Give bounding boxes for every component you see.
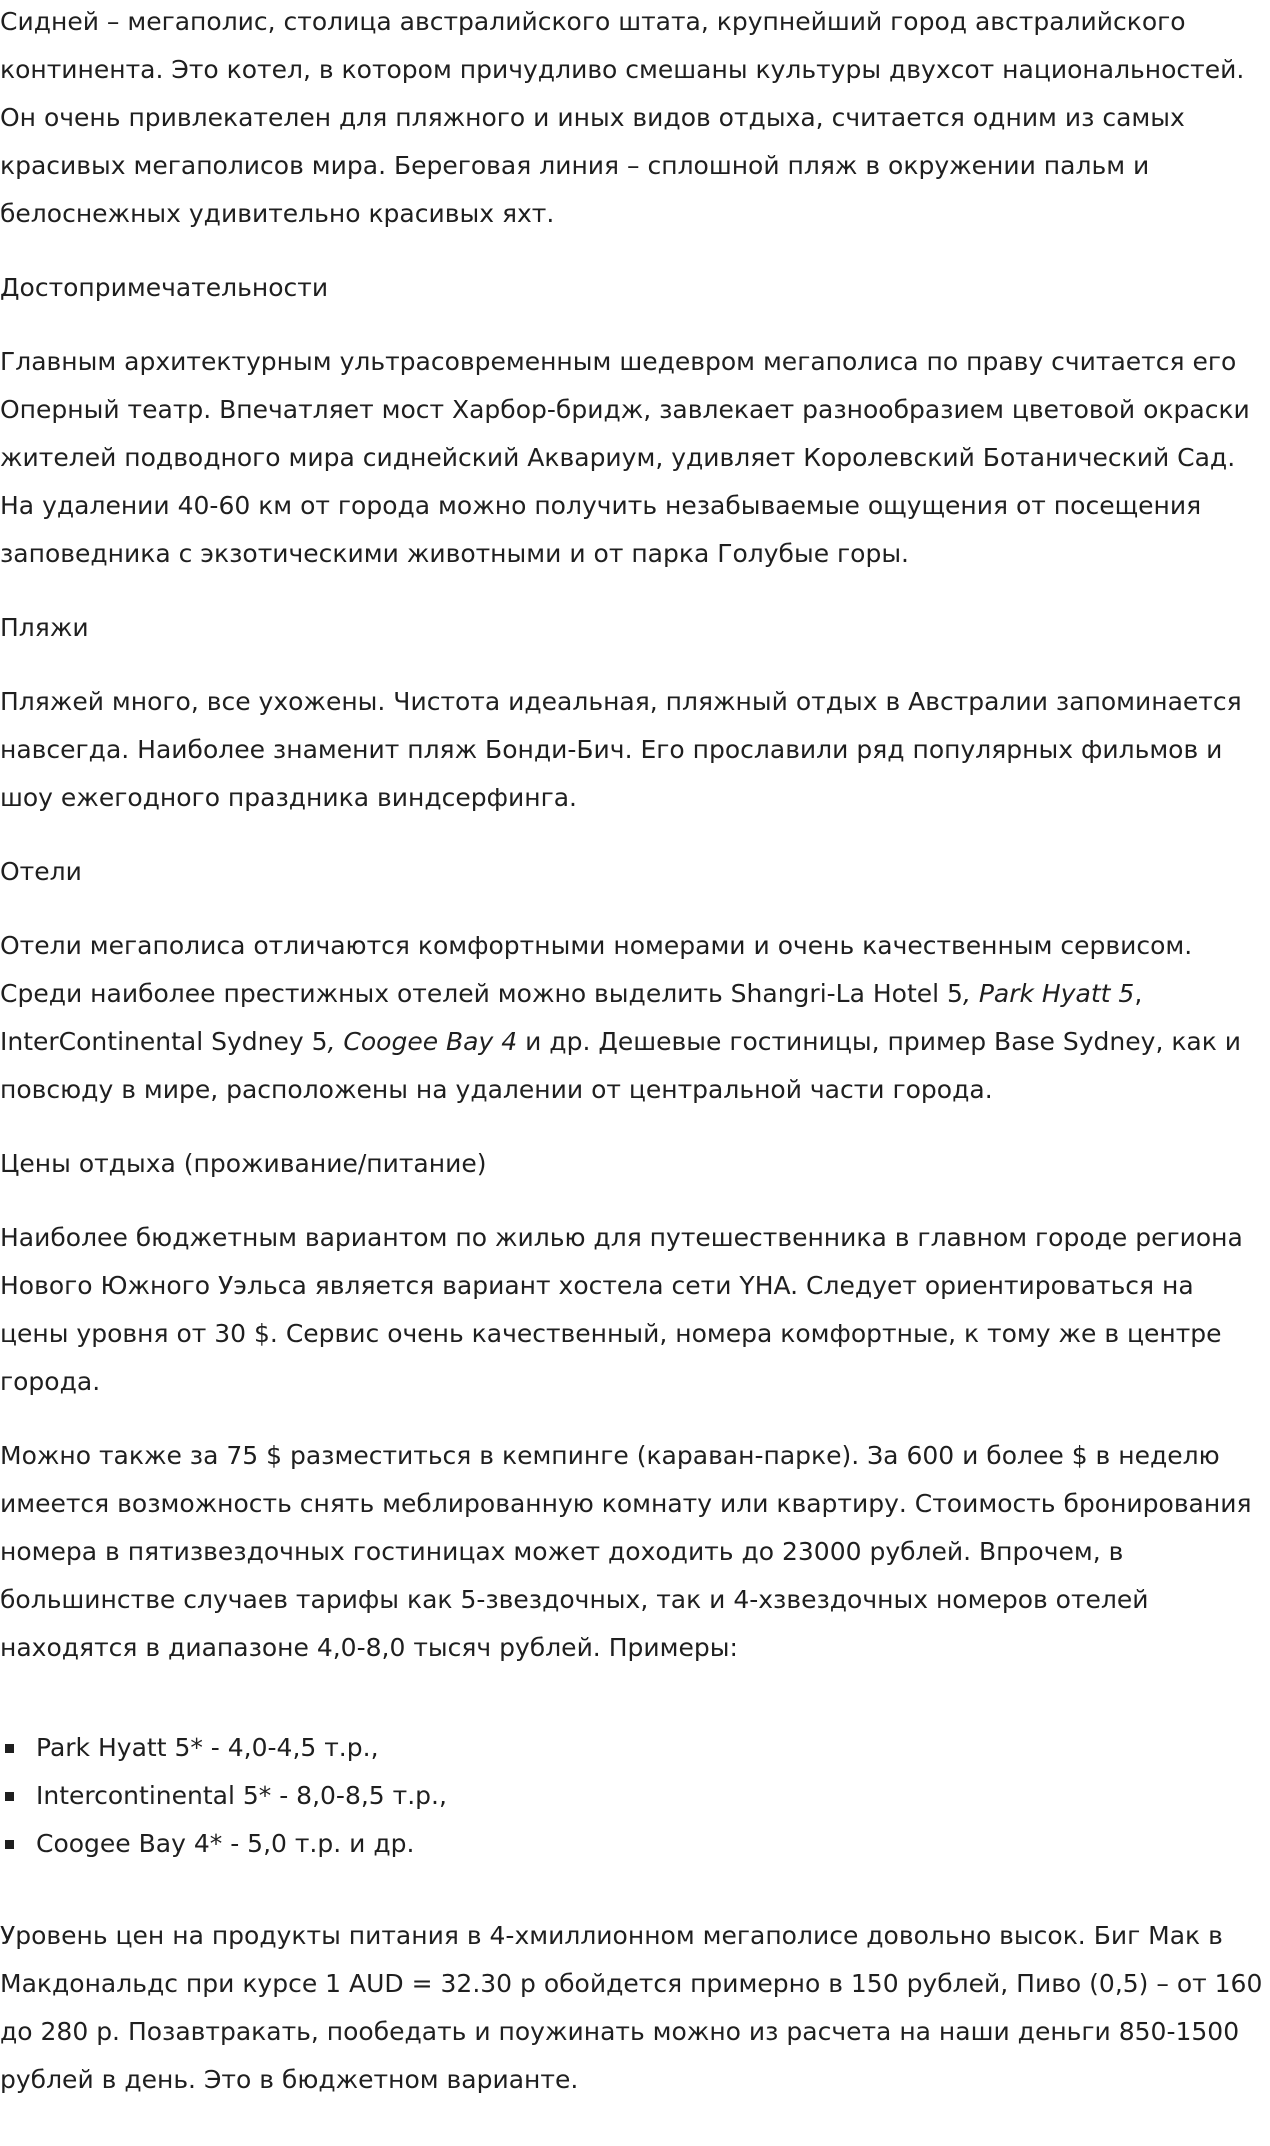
hotels-text-part5: и др. Дешевые гостиницы, пример Base Sydney, как и повсюду в мире, расположены на удалении от центральной части города.	[0, 1027, 1242, 1104]
square-bullet-icon	[5, 1792, 14, 1801]
hotels-paragraph	[0, 922, 1270, 1114]
hotels-text-park-hyatt: , Park Hyatt 5	[962, 979, 1135, 1008]
beaches-paragraph: Пляжей много, все ухожены. Чистота идеальная, пляжный отдых в Австралии запоминается навсегда. Наиболее знаменит пляж Бонди-Бич. Его прославили ряд популярных фильмов и шоу ежегодного праздника виндсерфинга.	[0, 687, 1242, 812]
hotel-prices-list	[0, 1724, 1270, 1868]
list-item-text: Coogee Bay 4* - 5,0 т.р. и др.	[36, 1829, 415, 1858]
list-item-text: Intercontinental 5* - 8,0-8,5 т.р.,	[36, 1781, 447, 1810]
section-heading-hotels: Отели	[0, 857, 82, 886]
list-item-text: Park Hyatt 5* - 4,0-4,5 т.р.,	[36, 1733, 379, 1762]
list-item	[0, 1724, 1270, 1772]
sights-paragraph: Главным архитектурным ультрасовременным шедевром мегаполиса по праву считается его Оперный театр. Впечатляет мост Харбор-бридж, завлекает разнообразием цветовой окраски жителей подводного мира сиднейский Аквариум, удивляет Королевский Ботанический Сад. На удалении 40-60 км от города можно получить незабываемые ощущения от посещения заповедника с экзотическими животными и от парка Голубые горы.	[0, 347, 1250, 568]
section-heading-beaches: Пляжи	[0, 613, 89, 642]
section-heading-sights: Достопримечательности	[0, 273, 329, 302]
section-heading-prices: Цены отдыха (проживание/питание)	[0, 1149, 487, 1178]
hotels-text-coogee-bay: , Coogee Bay 4	[327, 1027, 518, 1056]
prices-paragraph-2: Можно также за 75 $ разместиться в кемпинге (караван-парке). За 600 и более $ в неделю имеется возможность снять меблированную комнату или квартиру. Стоимость бронирования номера в пятизвездочных гостиницах может доходить до 23000 рублей. Впрочем, в большинстве случаев тарифы как 5-звездочных, так и 4-хзвездочных номеров отелей находятся в диапазоне 4,0-8,0 тысяч рублей. Примеры:	[0, 1441, 1252, 1662]
square-bullet-icon	[5, 1744, 14, 1753]
square-bullet-icon	[5, 1840, 14, 1849]
prices-paragraph-1: Наиболее бюджетным вариантом по жилью для путешественника в главном городе региона Нового Южного Уэльса является вариант хостела сети YHA. Следует ориентироваться на цены уровня от 30 $. Сервис очень качественный, номера комфортные, к тому же в центре города.	[0, 1223, 1243, 1396]
hotels-text-part3: , InterContinental Sydney 5	[0, 979, 1143, 1056]
prices-paragraph-3: Уровень цен на продукты питания в 4-хмиллионном мегаполисе довольно высок. Биг Мак в Макдональдс при курсе 1 AUD = 32.30 р обойдется примерно в 150 рублей, Пиво (0,5) – от 160 до 280 р. Позавтракать, пообедать и поужинать можно из расчета на наши деньги 850-1500 рублей в день. Это в бюджетном варианте.	[0, 1921, 1263, 2094]
list-item	[0, 1820, 1270, 1868]
list-item	[0, 1772, 1270, 1820]
intro-paragraph: Сидней – мегаполис, столица австралийского штата, крупнейший город австралийского континента. Это котел, в котором причудливо смешаны культуры двухсот национальностей. Он очень привлекателен для пляжного и иных видов отдыха, считается одним из самых красивых мегаполисов мира. Береговая линия – сплошной пляж в окружении пальм и белоснежных удивительно красивых яхт.	[0, 7, 1245, 228]
hotels-text-part1: Отели мегаполиса отличаются комфортными номерами и очень качественным сервисом. Среди наиболее престижных отелей можно выделить Shangri-La Hotel 5	[0, 931, 1193, 1008]
